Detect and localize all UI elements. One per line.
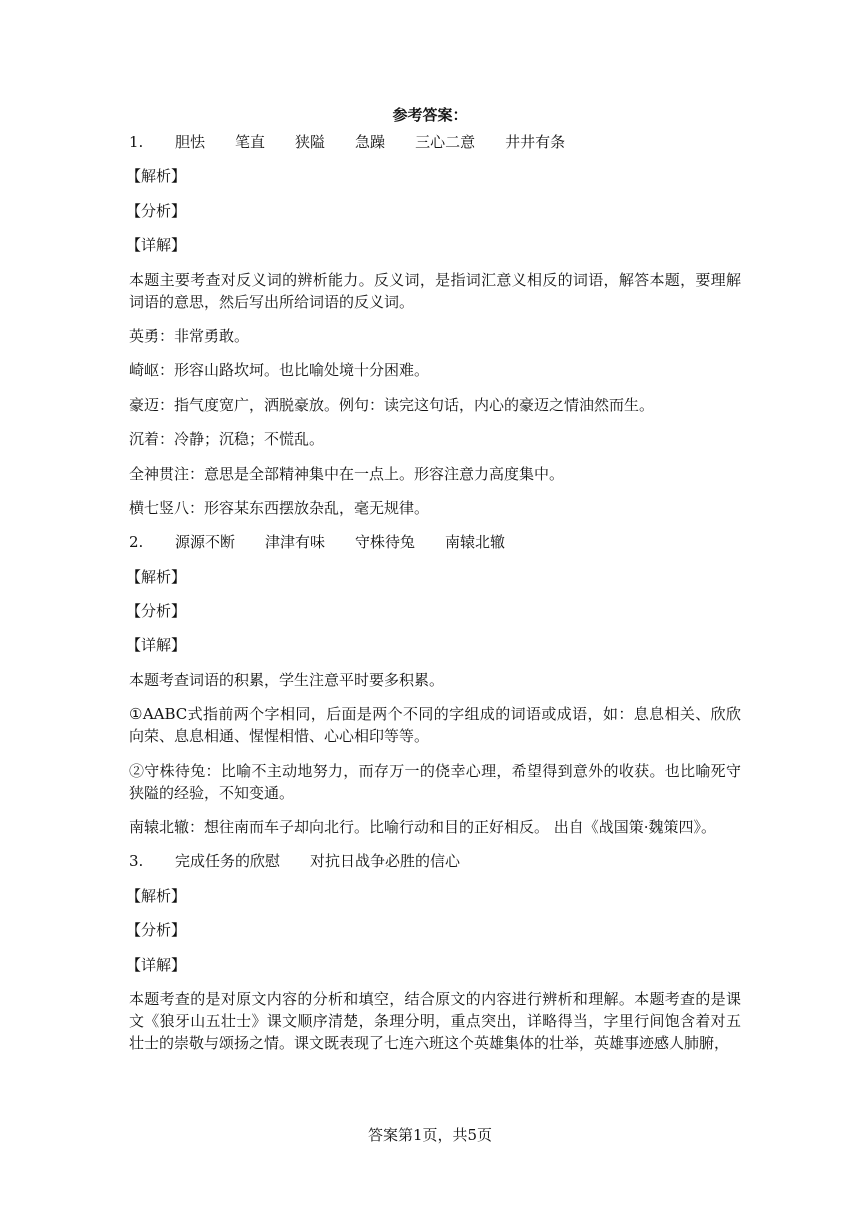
q2-detail-heading: 【详解】 [126, 636, 187, 655]
q1-answer-2: 笔直 [235, 133, 266, 151]
q1-def-hengqi: 横七竖八：形容某东西摆放杂乱，毫无规律。 [129, 498, 430, 517]
q1-answer-5: 三心二意 [415, 133, 476, 151]
q2-explanation: 本题考查词语的积累，学生注意平时要多积累。 [129, 670, 445, 689]
q2-point-2: ②守株待兔：比喻不主动地努力，而存万一的侥幸心理，希望得到意外的收获。也比喻死守狭隘的经验，不知变通。 [129, 761, 741, 802]
q1-def-qiqu: 崎岖：形容山路坎坷。也比喻处境十分困难。 [129, 361, 430, 380]
q1-answer-3: 狭隘 [295, 133, 326, 151]
q1-def-chenzhuo: 沉着：冷静；沉稳；不慌乱。 [129, 430, 325, 449]
q3-answer-line [129, 850, 741, 872]
q1-def-quanshen: 全神贯注：意思是全部精神集中在一点上。形容注意力高度集中。 [129, 464, 565, 483]
q3-answer-1: 完成任务的欣慰 [175, 852, 281, 871]
q3-analysis-heading: 【解析】 [126, 886, 187, 905]
q2-answer-1: 源源不断 [175, 533, 236, 552]
q2-answer-line [129, 531, 741, 553]
page-footer: 答案第1页，共5页 [367, 1126, 493, 1144]
q1-answer-4: 急躁 [355, 133, 386, 151]
q2-point-3: 南辕北辙：想往南而车子却向北行。比喻行动和目的正好相反。 出自《战国策·魏策四》。 [129, 818, 717, 837]
q1-detail-heading: 【详解】 [126, 236, 187, 255]
q1-explanation: 本题主要考查对反义词的辨析能力。反义词，是指词汇意义相反的词语，解答本题，要理解词语的意思，然后写出所给词语的反义词。 [129, 270, 741, 311]
q2-answer-3: 守株待兔 [355, 533, 416, 552]
q1-number: 1. [129, 133, 144, 151]
q2-fenxi-heading: 【分析】 [126, 602, 187, 621]
q1-answer-1: 胆怯 [175, 133, 206, 151]
q2-answer-2: 津津有味 [265, 533, 326, 552]
q2-number: 2. [129, 533, 144, 552]
answer-content [126, 131, 741, 1066]
q3-explanation: 本题考查的是对原文内容的分析和填空，结合原文的内容进行辨析和理解。本题考查的是课文《狼牙山五壮士》课文顺序清楚，条理分明，重点突出，详略得当，字里行间饱含着对五壮士的崇敬与颂扬之情。课文既表现了七连六班这个英雄集体的壮举，英雄事迹感人肺腑， [129, 989, 741, 1052]
q3-detail-heading: 【详解】 [126, 955, 187, 974]
q2-point-1: ①AABC式指前两个字相同，后面是两个不同的字组成的词语或成语，如：息息相关、欣欣向荣、息息相通、惺惺相惜、心心相印等等。 [129, 705, 741, 746]
q2-answer-4: 南辕北辙 [445, 533, 506, 552]
q2-analysis-heading: 【解析】 [126, 567, 187, 586]
q1-answer-6: 井井有条 [505, 133, 566, 151]
q1-fenxi-heading: 【分析】 [126, 201, 187, 220]
q3-number: 3. [129, 852, 144, 871]
q3-answer-2: 对抗日战争必胜的信心 [310, 852, 461, 871]
page-title: 参考答案： [392, 106, 468, 124]
q1-def-haomai: 豪迈：指气度宽广，洒脱豪放。例句：读完这句话，内心的豪迈之情油然而生。 [129, 395, 655, 414]
q3-fenxi-heading: 【分析】 [126, 921, 187, 940]
q1-def-yingyong: 英勇：非常勇敢。 [129, 326, 250, 345]
q1-analysis-heading: 【解析】 [126, 167, 187, 186]
q1-answer-line [129, 131, 741, 153]
